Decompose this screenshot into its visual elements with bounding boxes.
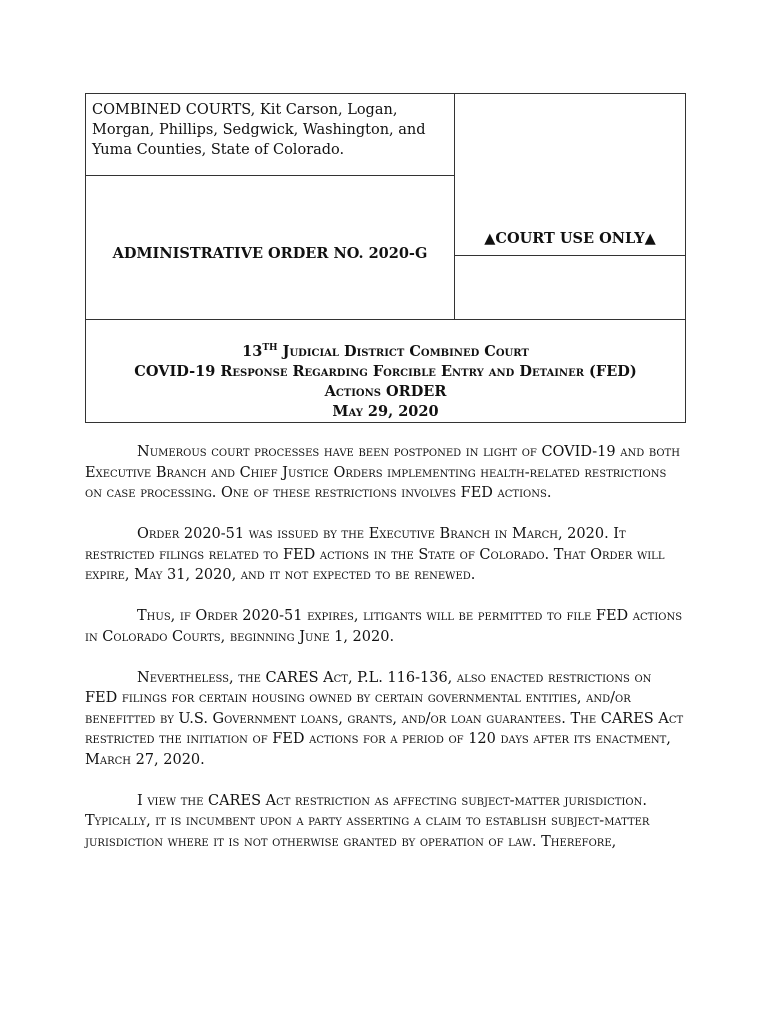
court-name: COMBINED COURTS, Kit Carson, Logan, Morgan, Phillips, Sedgwick, Washington, and Yuma Counties, State of Colorado. [86,94,455,176]
order-number: ADMINISTRATIVE ORDER NO. 2020-G [86,176,455,320]
title-court-name: Judicial District Combined Court [282,343,529,360]
order-title [86,320,685,422]
body-paragraph: I view the CARES Act restriction as affecting subject-matter jurisdiction. Typically, it is incumbent upon a party asserting a claim to establish subject-matter jurisdiction where it is not otherwise granted by operation of law. Therefore, [85,792,650,850]
body-paragraph: Nevertheless, the CARES Act, P.L. 116-136, also enacted restrictions on FED filings for certain housing owned by certain governmental entities, and/or benefitted by U.S. Government loans, grants, and/or loan guarantees. The CARES Act restricted the initiation of FED actions for a period of 120 days after its enactment, March 27, 2020. [85,669,684,768]
title-line-1 [86,342,685,362]
court-use-blank-cell [455,256,685,320]
body-paragraph: Thus, if Order 2020-51 expires, litigants will be permitted to file FED actions in Colorado Courts, beginning June 1, 2020. [85,608,683,645]
caption-blank-cell [455,94,685,176]
court-use-only-label: ▲COURT USE ONLY▲ [455,176,685,256]
title-date: May 29, 2020 [332,403,439,420]
caption-table [85,93,686,423]
body-paragraph: Order 2020-51 was issued by the Executive Branch in March, 2020. It restricted filings related to FED actions in the State of Colorado. That Order will expire, May 31, 2020, and it not expected to be renewed. [85,526,665,583]
title-line-2: COVID-19 Response Regarding Forcible Entry and Detainer (FED) [134,363,637,380]
title-line-3: Actions ORDER [324,383,447,400]
title-ordinal-suffix: TH [262,343,278,354]
body-paragraph: Numerous court processes have been postponed in light of COVID-19 and both Executive Branch and Chief Justice Orders implementing health-related restrictions on case processing. One of these restrictions involves FED actions. [85,444,680,501]
order-body [85,442,685,873]
title-district-number: 13 [242,343,263,360]
